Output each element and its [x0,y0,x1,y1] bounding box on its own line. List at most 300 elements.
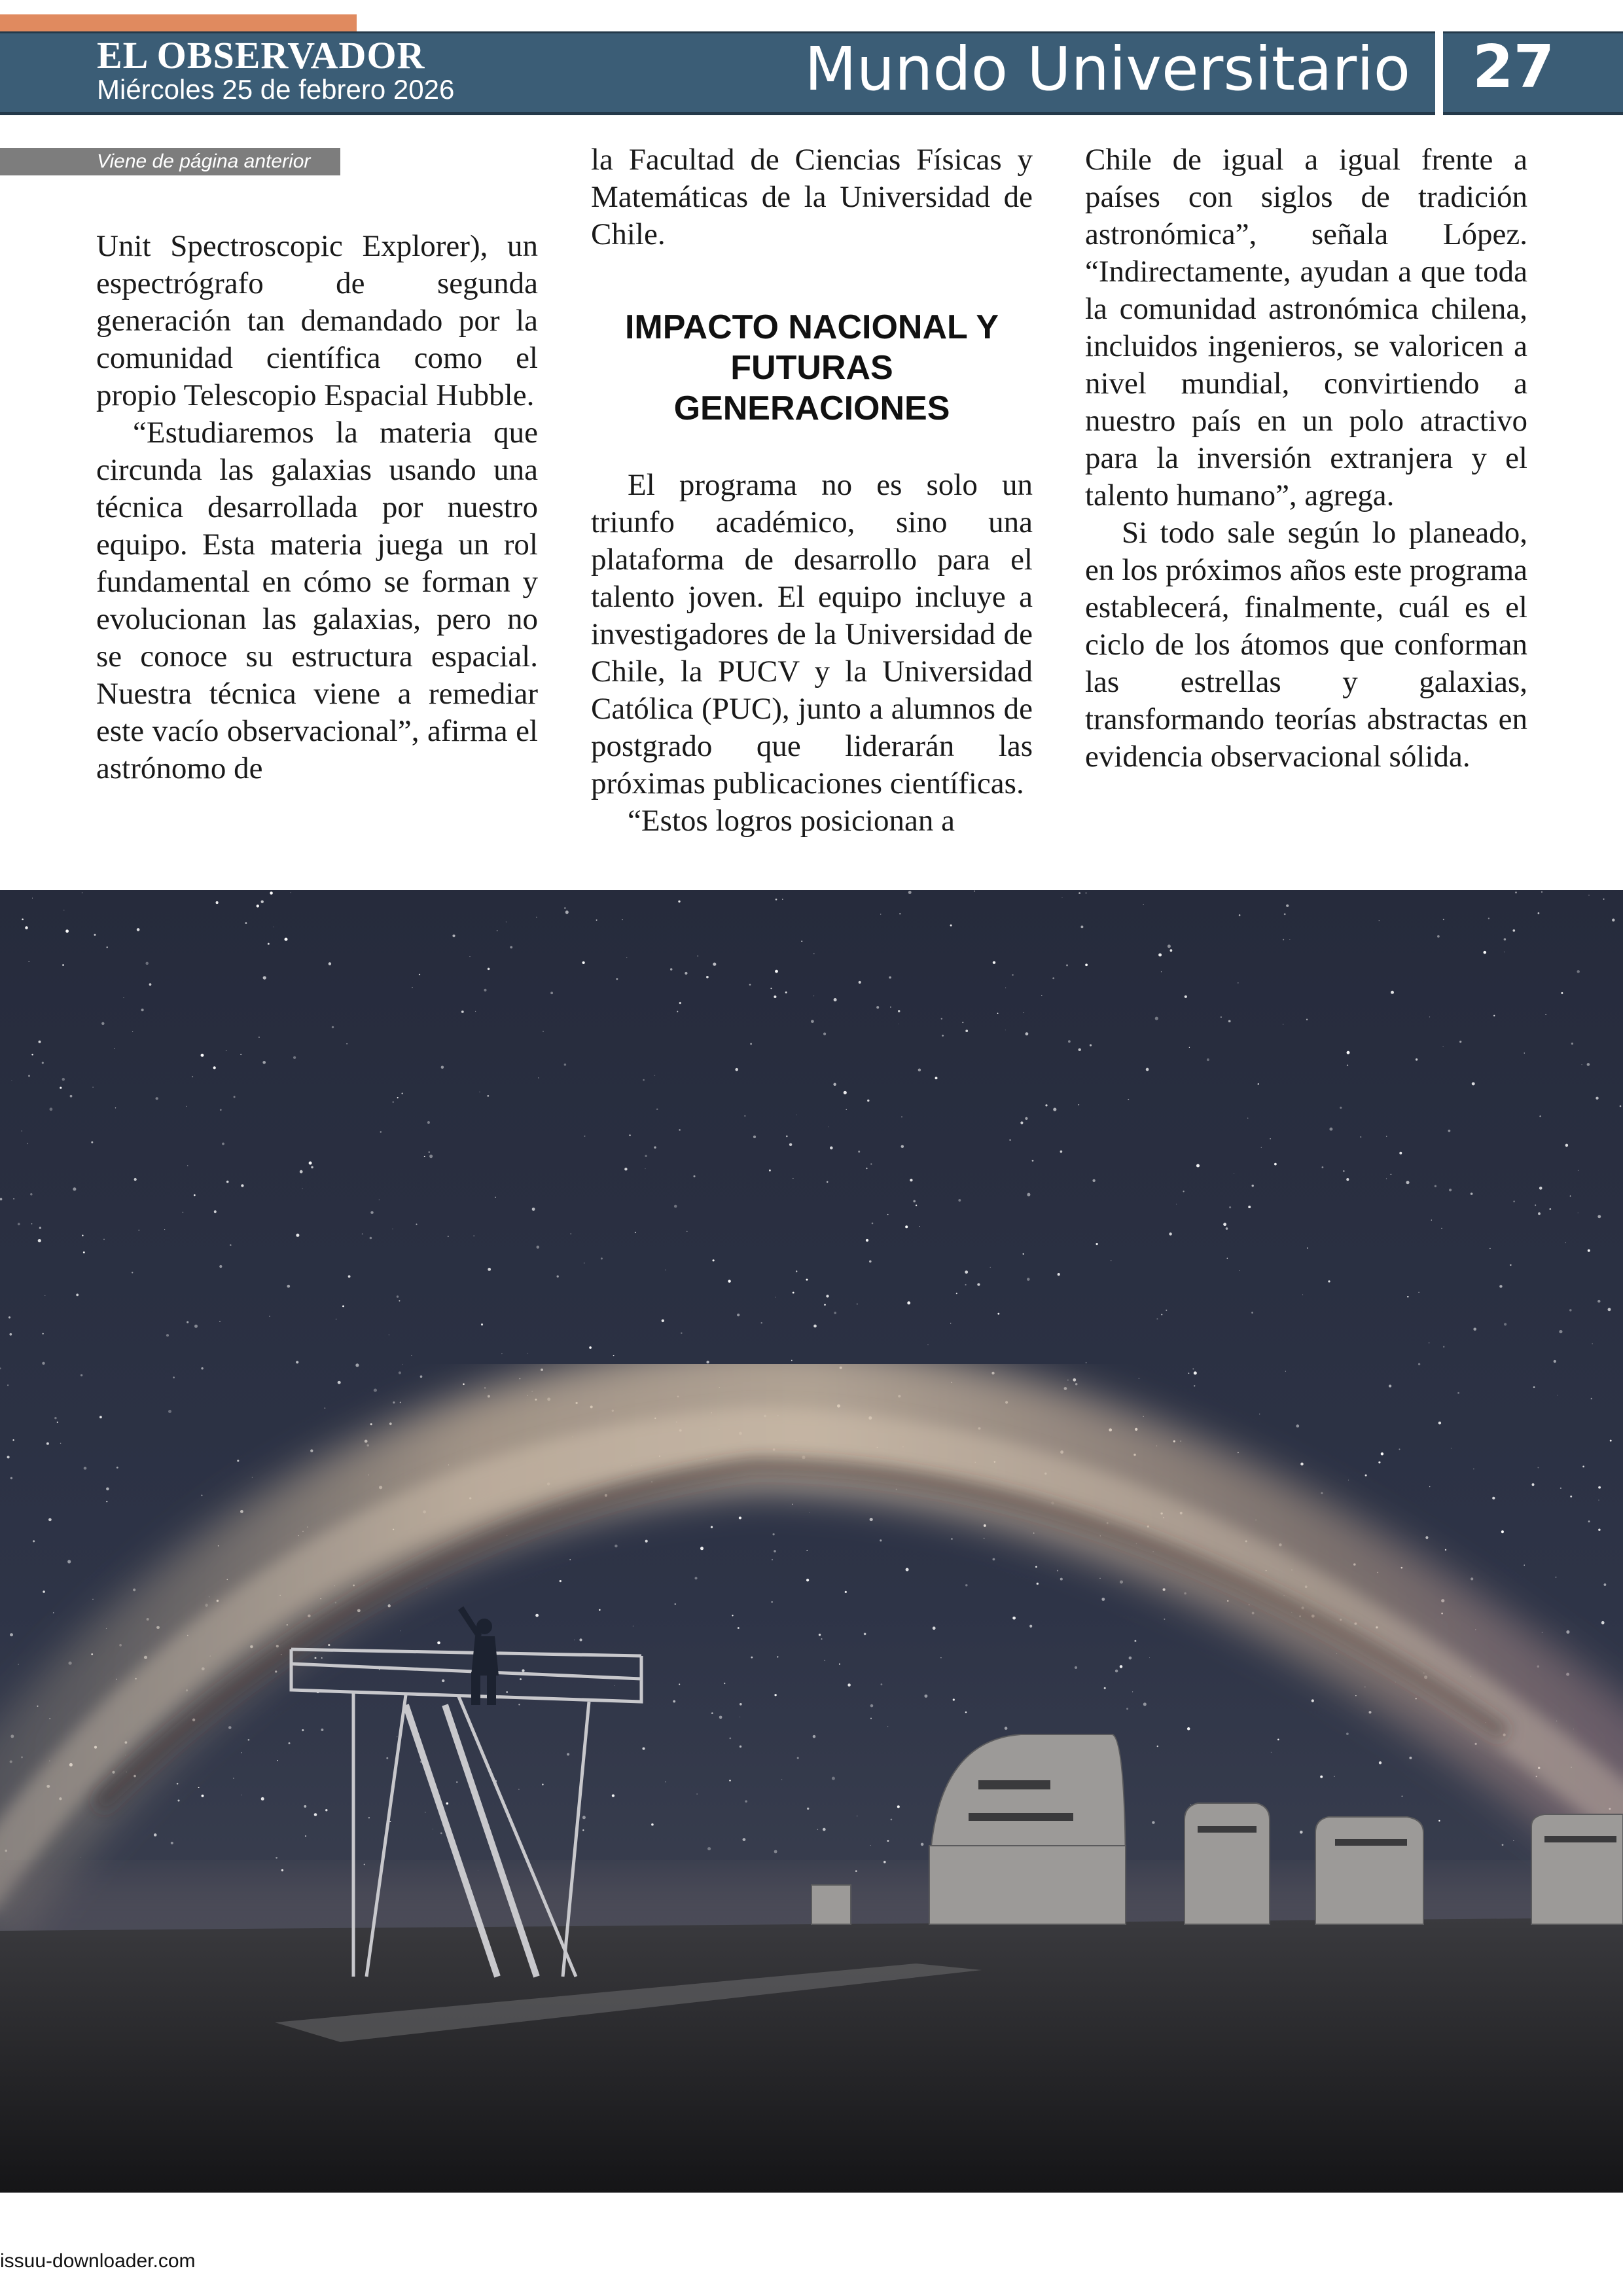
star [470,956,471,957]
star [538,1077,539,1078]
star [713,963,716,966]
star [1035,1566,1037,1568]
star [1571,1043,1573,1045]
star [1096,1243,1097,1245]
star [293,1056,296,1059]
star [1425,1536,1428,1539]
star [43,1590,45,1593]
star [1207,1058,1209,1061]
star [1329,1128,1332,1131]
star [452,935,455,937]
star [724,1683,725,1684]
star [1513,1200,1515,1202]
star [346,1043,348,1045]
star [773,1534,775,1535]
star [18,1664,19,1665]
star [1066,964,1068,966]
star [1192,1369,1194,1370]
star [685,972,687,975]
star [213,1066,216,1069]
star [1488,918,1489,919]
star [1513,1840,1514,1841]
star [870,1163,872,1164]
star [22,918,24,920]
star [1499,1285,1502,1287]
star [827,1181,829,1183]
star [643,1079,645,1081]
star [1596,1097,1598,1100]
star [1601,1621,1605,1624]
star [429,1155,433,1158]
star [324,1407,325,1408]
star [141,1009,144,1011]
star [164,1229,165,1230]
star [670,968,673,971]
star [456,1782,457,1783]
star [1229,1206,1231,1208]
star [847,1683,851,1687]
star [1099,1578,1100,1579]
star [154,1833,157,1837]
section-subheading: IMPACTO NACIONAL Y FUTURAS GENERACIONES [624,308,999,427]
star [1340,1107,1342,1109]
star [1032,1160,1034,1162]
star [399,1300,400,1301]
star [1418,1292,1419,1293]
star [774,1550,776,1552]
star [314,1657,316,1659]
star [749,984,751,986]
star [941,1018,942,1019]
star [635,1232,636,1233]
star [1045,1104,1047,1106]
star [542,1784,543,1785]
star [397,1295,399,1297]
star [880,1539,882,1541]
star [39,1227,41,1229]
star [1085,963,1088,966]
star [230,1244,232,1246]
star [564,1064,566,1066]
star [824,1304,826,1306]
star [870,1845,871,1846]
star [560,1580,562,1582]
star [103,1239,105,1240]
star [801,941,802,942]
page-number: 27 [1472,33,1555,101]
star [9,1333,12,1336]
star [1149,1657,1150,1658]
photo-illustration [0,890,1623,2193]
star [1443,919,1444,920]
star [1438,1820,1440,1821]
star [448,1236,449,1237]
star [1587,1063,1590,1066]
star [774,1694,776,1696]
star [364,1864,365,1865]
star [214,1210,217,1213]
star [9,1316,10,1318]
star [813,1735,816,1738]
star [201,1367,204,1370]
star [776,899,777,901]
star [1569,1309,1571,1311]
star [276,1857,277,1859]
star [1603,899,1605,900]
star [342,1305,344,1307]
star [53,1612,54,1613]
star [601,1257,603,1259]
star [1322,1166,1324,1168]
star [134,1178,137,1181]
star [1603,1583,1606,1586]
star [694,1577,697,1579]
star [1504,1323,1507,1325]
star [1079,1104,1080,1105]
star [870,1704,874,1708]
star [615,1545,617,1547]
star [1541,891,1543,893]
star [202,1795,204,1797]
star [399,1371,401,1374]
star [950,924,952,926]
star [1612,919,1614,922]
star [83,1251,85,1253]
star [1443,1346,1444,1348]
star [38,1239,41,1242]
star [869,1261,872,1263]
star [43,1333,44,1335]
star [782,899,783,900]
star [62,964,64,966]
star [1554,1360,1556,1363]
star [807,1808,809,1810]
star [898,1010,900,1012]
star [908,891,912,894]
star [813,953,814,954]
star [27,1143,28,1144]
star [57,1422,58,1423]
star [1343,1170,1344,1172]
star [679,1002,681,1004]
star [797,1757,799,1759]
star [796,1270,797,1272]
star [965,1284,967,1285]
star [891,1819,893,1821]
star [729,1738,731,1740]
star [257,905,259,907]
star [654,1146,656,1149]
star [1115,1670,1118,1672]
star [437,1641,440,1645]
star [569,1559,571,1560]
star [30,1193,33,1196]
star [194,1194,196,1196]
star [828,1126,829,1127]
star [171,1842,173,1844]
star [962,1022,963,1023]
star [858,1151,860,1153]
star [1381,1452,1383,1455]
star [1598,1486,1601,1489]
star [1157,1746,1158,1747]
star [859,981,861,984]
star [1020,1121,1023,1124]
star [484,989,486,992]
star [115,1107,116,1108]
star [789,1143,792,1146]
star [872,1223,874,1225]
star [1194,1371,1197,1374]
star [1379,920,1380,921]
star [1284,913,1286,915]
star [1300,1463,1304,1466]
star [446,1803,449,1805]
star [1311,1699,1314,1702]
star [424,1156,425,1157]
star [220,1109,222,1111]
star [1538,912,1540,914]
star [187,1165,188,1166]
star [993,1558,995,1561]
star [1037,1583,1039,1585]
star [823,1033,826,1035]
star [106,946,107,948]
star [54,1417,57,1420]
star [1445,1549,1446,1551]
star [1565,1144,1569,1147]
star [91,1141,93,1143]
star [958,1199,961,1202]
star [416,1224,417,1225]
star [1306,1019,1308,1020]
star [1598,1528,1601,1531]
star [1289,939,1290,940]
star [1238,982,1239,984]
paragraph: “Estos logros posicionan a [628,804,955,838]
star [582,961,584,964]
star [332,1026,334,1028]
star [1152,1821,1154,1823]
star [270,891,273,895]
star [80,1857,81,1858]
star [173,1376,175,1378]
star [1535,1204,1536,1206]
star [599,1609,601,1611]
star [1441,1228,1442,1229]
star [1128,1099,1129,1100]
star [1512,929,1515,932]
star [1161,971,1162,972]
star [1258,1083,1259,1085]
star [1129,1657,1132,1660]
watermark: issuu-downloader.com [0,2250,196,2272]
star [1472,1082,1475,1085]
star [1079,892,1080,894]
milky-way-observatory-photo [0,890,1623,2193]
star [740,1746,741,1748]
star [11,1080,12,1081]
paragraph: El programa no es solo un triunfo académico, sino una plataforma de desarrollo para el talento joven. El equipo incluye a investigadores de la Universidad de Chile, la PUCV y la Universidad Católica (PUC), junto a alumnos de postgrado que liderarán las próximas publicaciones científicas. [591,468,1033,800]
star [194,1325,198,1328]
star [916,1205,917,1206]
star [275,1670,277,1672]
star [928,1344,929,1345]
star [277,1760,278,1761]
star [338,1381,341,1384]
star [535,1614,539,1617]
star [990,1267,991,1268]
star [310,1449,313,1452]
star [750,1043,752,1045]
star [386,1757,388,1759]
star [729,1780,730,1781]
star [1025,1117,1027,1120]
star [402,1093,403,1094]
star [475,1011,476,1012]
star [1379,1761,1382,1764]
star [429,1151,430,1153]
star [1437,935,1440,938]
star [192,1076,193,1077]
star [656,1109,658,1111]
star [1347,1064,1348,1066]
star [823,1828,826,1831]
star [1489,1248,1490,1249]
star [645,1168,646,1169]
star [226,1181,229,1183]
star [821,1638,822,1640]
star [374,1389,377,1392]
star [785,992,787,994]
star [1221,1016,1222,1018]
star [993,961,995,963]
star [890,1007,891,1008]
star [997,1313,999,1315]
star [1166,1310,1167,1311]
star [1537,1467,1539,1468]
star [887,1840,889,1842]
star [237,1460,239,1462]
star [866,1168,867,1169]
star [956,1293,957,1294]
star [1457,1392,1459,1394]
star [518,1704,520,1705]
star [1539,1115,1541,1117]
star [305,1835,306,1837]
star [1386,1178,1387,1179]
star [1577,970,1579,973]
star [633,1626,634,1627]
star [940,1657,942,1659]
star [1429,1486,1430,1487]
star [1164,1619,1165,1620]
star [1005,1727,1008,1730]
star [149,983,152,986]
star [906,1568,909,1571]
star [1510,1264,1512,1266]
star [1189,1047,1190,1048]
star [261,1797,264,1801]
star [440,1833,442,1835]
star [1402,1796,1403,1797]
star [984,1524,986,1527]
star [137,928,140,931]
star [713,1259,715,1261]
star [596,920,597,921]
star [965,1584,967,1586]
article-column-2 [591,141,1033,840]
star [706,976,709,978]
star [1067,1380,1069,1381]
star [1570,1196,1571,1197]
star [1053,1108,1056,1111]
star [719,1715,722,1719]
star [25,926,28,929]
star [1143,1702,1147,1706]
star [589,1346,592,1349]
star [311,1166,313,1169]
star [259,1037,260,1038]
star [94,934,96,936]
star [1156,1318,1158,1319]
star [536,1246,539,1249]
star [1227,1258,1228,1259]
star [1075,1666,1077,1669]
article-column-1 [96,228,538,787]
star [1566,1630,1569,1634]
star [1196,1164,1200,1167]
star [427,1121,430,1124]
star [1029,1625,1032,1628]
star [1086,1362,1087,1363]
star [910,1179,912,1181]
star [1009,1139,1011,1141]
star [389,1821,391,1822]
star [7,1384,9,1386]
star [550,992,553,994]
star [781,1779,783,1780]
star [707,1847,711,1850]
star [887,1726,888,1727]
star [1533,1386,1535,1388]
star [481,1323,483,1325]
star [1027,1278,1030,1281]
star [1120,1581,1123,1584]
star [1194,1385,1195,1386]
star [1409,1757,1412,1759]
star [1492,1497,1495,1499]
star [905,1225,908,1228]
star [1168,944,1171,948]
star [728,1280,730,1282]
star [1610,1440,1612,1442]
star [168,1410,171,1413]
star [870,1518,873,1521]
star [1591,1398,1592,1399]
star [1321,1492,1323,1494]
star [233,1778,234,1779]
star [711,1526,713,1528]
star [867,1100,869,1102]
star [760,1322,762,1323]
star [806,1550,808,1551]
star [484,1388,486,1389]
star [463,1383,465,1385]
star [321,1729,323,1731]
star [744,1115,745,1117]
star [678,901,680,903]
